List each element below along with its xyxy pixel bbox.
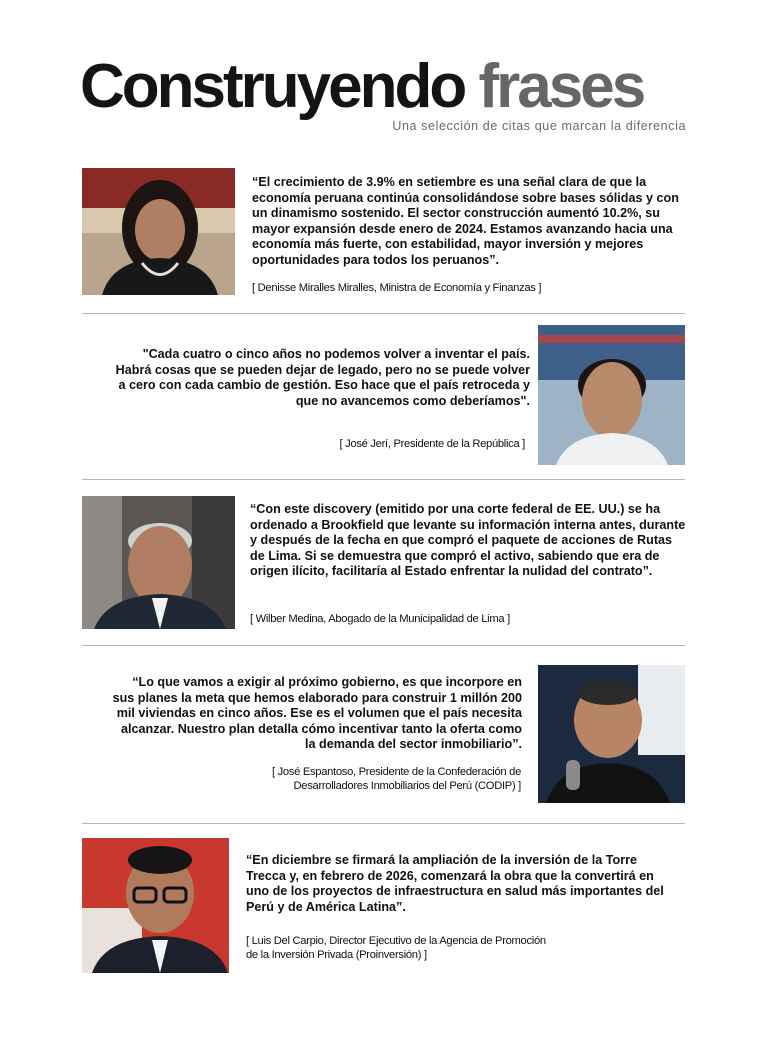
- portrait-photo-4: [538, 665, 685, 803]
- quote-text-5: “En diciembre se firmará la ampliación de la inversión de la Torre Trecca y, en febrero de 2026, comenzará la obra que la convertirá en uno de los proyectos de infraestructura en salud más importantes del Perú y de América Latina”.: [246, 853, 664, 914]
- quote-attribution-2: [ José Jerí, Presidente de la República ]: [339, 438, 525, 450]
- portrait-photo-3: [82, 496, 235, 629]
- quote-attribution-5-line-2: de la Inversión Privada (Proinversión) ]: [246, 949, 427, 961]
- divider-1: [82, 313, 685, 314]
- page-subtitle: Una selección de citas que marcan la diferencia: [392, 119, 686, 133]
- divider-4: [82, 823, 685, 824]
- quote-text-4: “Lo que vamos a exigir al próximo gobierno, es que incorpore en sus planes la meta que hemos elaborado para construir 1 millón 200 mil viviendas en cinco años. Ese es el volumen que el país necesita alcanzar. Nuestro plan detalla cómo incentivar tanto la oferta como la demanda del sector inmobiliario”.: [112, 675, 522, 752]
- title-part-2: frases: [478, 52, 644, 121]
- divider-2: [82, 479, 685, 480]
- quote-text-1: “El crecimiento de 3.9% en setiembre es una señal clara de que la economía peruana continúa consolidándose sobre bases sólidas y con un dinamismo sostenido. El sector construcción aumentó 10.2%, su mayor expansión desde enero de 2024. Estamos avanzando hacia una economía más fuerte, con estabilidad, mayor inversión y mejores oportunidades para todos los peruanos”.: [252, 175, 679, 267]
- portrait-photo-5: [82, 838, 229, 973]
- title-part-1: Construyendo: [80, 52, 465, 121]
- quote-text-2: "Cada cuatro o cinco años no podemos volver a inventar el país. Habrá cosas que se pueden dejar de legado, pero no se puede volver a cero con cada cambio de gestión. Eso hace que el país retroceda y que no avancemos como deberíamos".: [115, 347, 530, 408]
- quote-attribution-4-line-1: [ José Espantoso, Presidente de la Confederación de: [271, 766, 521, 778]
- divider-3: [82, 645, 685, 646]
- quote-attribution-5-line-1: [ Luis Del Carpio, Director Ejecutivo de la Agencia de Promoción: [246, 935, 546, 947]
- page-title: [80, 52, 690, 122]
- quote-attribution-3: [ Wilber Medina, Abogado de la Municipalidad de Lima ]: [250, 613, 510, 625]
- portrait-photo-2: [538, 325, 685, 465]
- portrait-photo-1: [82, 168, 235, 295]
- quote-attribution-4-line-2: Desarrolladores Inmobiliarios del Perú (CODIP) ]: [293, 780, 521, 792]
- quote-text-3: “Con este discovery (emitido por una corte federal de EE. UU.) se ha ordenado a Brookfield que levante su información interna antes, durante y después de la fecha en que compró el paquete de acciones de Rutas de Lima. Si se demuestra que compró el activo, sabiendo que era de origen ilícito, facilitaría al Estado enfrentar la nulidad del contrato”.: [250, 502, 686, 579]
- quote-attribution-1: [ Denisse Miralles Miralles, Ministra de Economía y Finanzas ]: [252, 282, 542, 294]
